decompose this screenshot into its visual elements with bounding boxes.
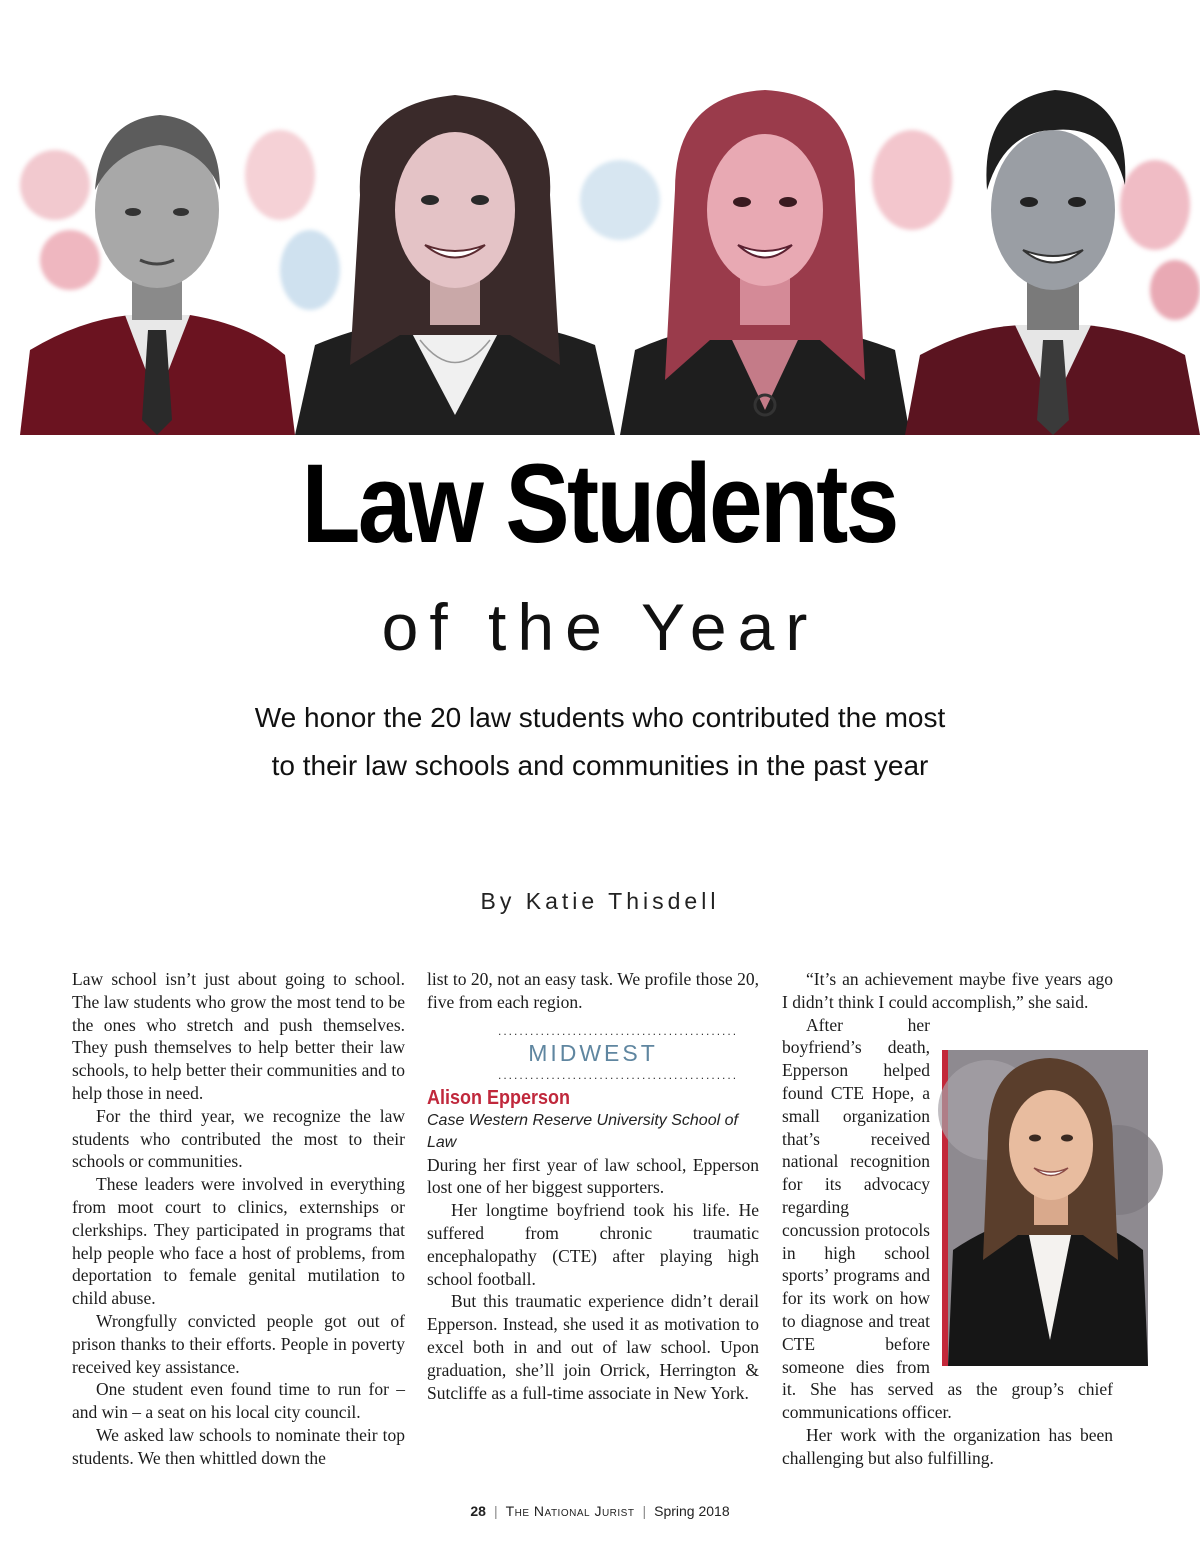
region-header bbox=[427, 1023, 759, 1082]
divider-top: ............................................. bbox=[498, 1023, 739, 1038]
paragraph: Her longtime boyfriend took his life. He suffered from chronic traumatic encephalopathy (CTE) after playing high school football. bbox=[427, 1200, 759, 1289]
deck-text: We honor the 20 law students who contributed the most to their law schools and communities in the past year bbox=[254, 702, 946, 781]
paragraph: For the third year, we recognize the law students who contributed the most to their schools or communities. bbox=[72, 1105, 405, 1172]
article-column-1 bbox=[72, 968, 405, 1470]
paragraph: After her boyfriend’s death, Epperson helped found CTE Hope, a small organization that’s received national recognition for its advocacy regarding concussion protocols in high school sports’ programs and for its work on how to diagnose and treat CTE before someone dies from it. She has served as the group’s chief communications officer. bbox=[782, 1014, 1113, 1423]
paragraph: We asked law schools to nominate their top students. We then whittled down the bbox=[72, 1424, 405, 1468]
paragraph: These leaders were involved in everything from moot court to clinics, externships or clerkships. They participated in programs that help people who face a host of problems, from deportation to female genital mutilation to child abuse. bbox=[72, 1174, 405, 1309]
portrait-student-1 bbox=[20, 100, 295, 435]
paragraph: Wrongfully convicted people got out of prison thanks to their efforts. People in poverty received key assistance. bbox=[72, 1310, 405, 1377]
paragraph: list to 20, not an easy task. We profile those 20, five from each region. bbox=[427, 969, 759, 1012]
footer-separator: | bbox=[642, 1503, 647, 1519]
region-label: MIDWEST bbox=[528, 1039, 658, 1066]
student-photo bbox=[942, 1050, 1148, 1366]
paragraph: During her first year of law school, Epperson lost one of her biggest supporters. bbox=[427, 1154, 759, 1198]
footer-separator: | bbox=[493, 1503, 498, 1519]
article-column-3 bbox=[782, 968, 1113, 1470]
hero-portrait-strip bbox=[0, 0, 1200, 440]
divider-bottom: ............................................. bbox=[498, 1067, 739, 1082]
portrait-student-3 bbox=[620, 80, 910, 435]
magazine-name: The National Jurist bbox=[505, 1503, 635, 1519]
paragraph: “It’s an achievement maybe five years ago I didn’t think I could accomplish,” she said. bbox=[782, 969, 1113, 1012]
portrait-student-2 bbox=[295, 85, 615, 435]
page-number: 28 bbox=[470, 1503, 486, 1519]
byline: By Katie Thisdell bbox=[480, 888, 720, 914]
issue-date: Spring 2018 bbox=[654, 1503, 730, 1519]
paragraph: Law school isn’t just about going to school. The law students who grow the most tend to be the ones who stretch and push themselves. They push themselves to help better their law schools, to help better their communities and to help those in need. bbox=[72, 969, 405, 1103]
paragraph: But this traumatic experience didn’t derail Epperson. Instead, she used it as motivation to excel both in and out of law school. Upon graduation, she’ll join Orrick, Herrington & Sutcliffe as a full-time associate in New York. bbox=[427, 1291, 759, 1403]
paragraph: One student even found time to run for – and win – a seat on his local city council. bbox=[72, 1379, 405, 1423]
portrait-student-4 bbox=[905, 70, 1200, 435]
student-school: Case Western Reserve University School of Law bbox=[427, 1111, 738, 1151]
page-footer bbox=[0, 1503, 1200, 1519]
paragraph: Her work with the organization has been challenging but also fulfilling. bbox=[782, 1424, 1113, 1468]
page-title: Law Students bbox=[301, 441, 897, 566]
article-column-2 bbox=[427, 968, 759, 1404]
page-subtitle: of the Year bbox=[381, 590, 819, 664]
student-name: Alison Epperson bbox=[427, 1086, 571, 1109]
